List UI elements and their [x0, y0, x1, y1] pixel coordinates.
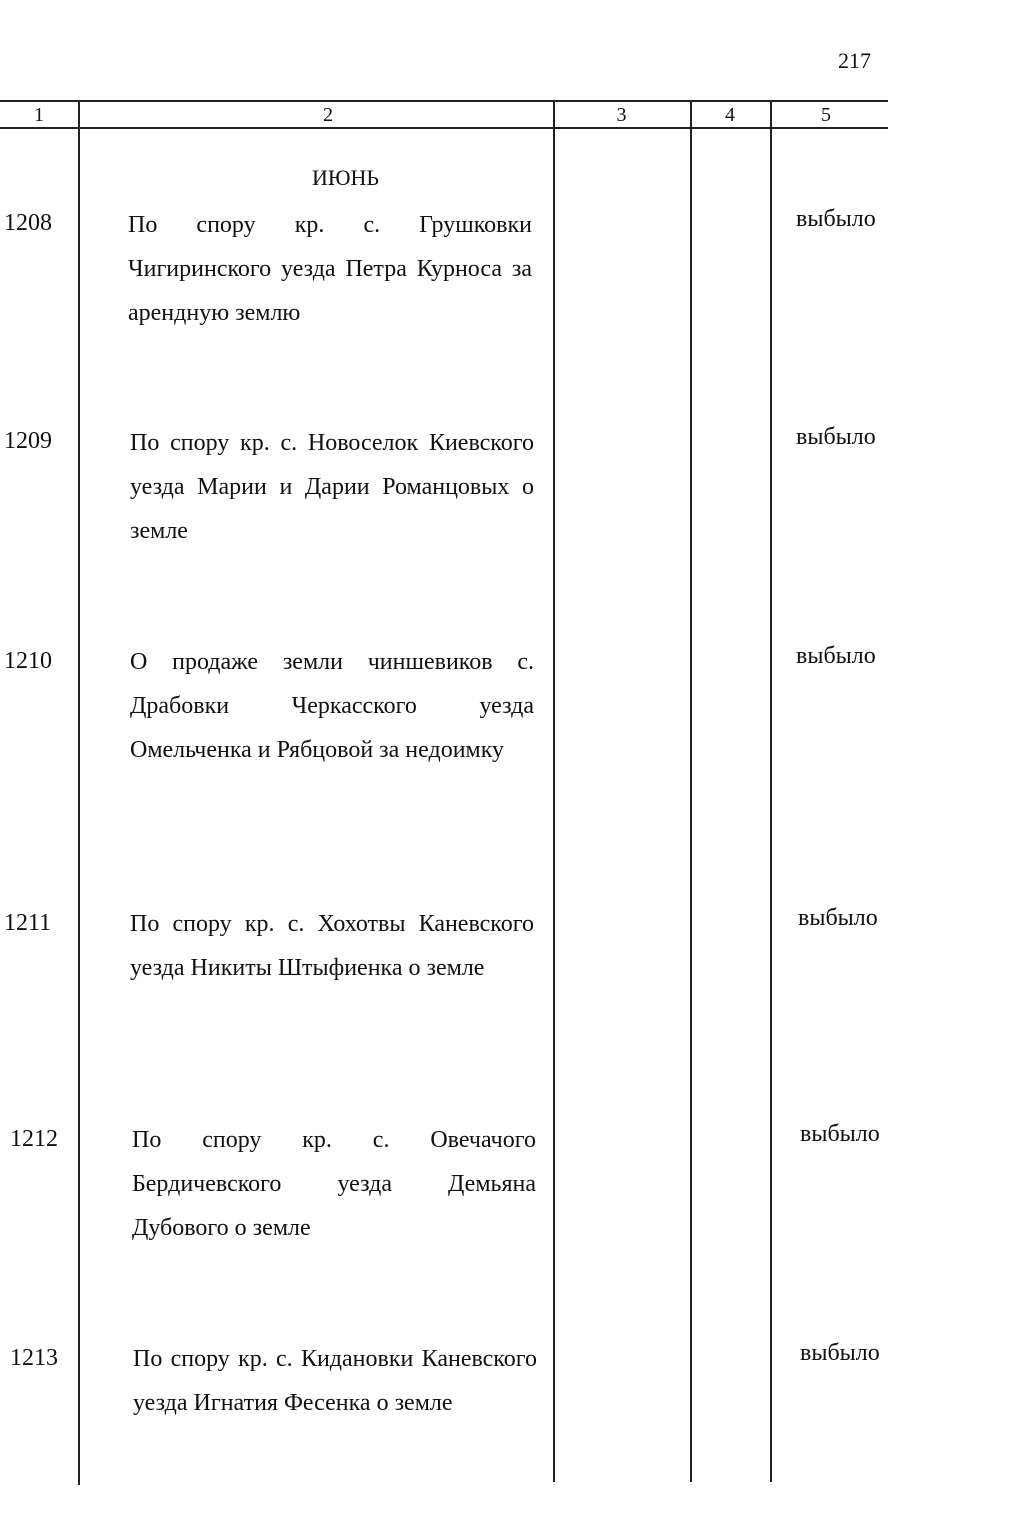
- row-number: 1211: [4, 910, 52, 936]
- row-status: выбыло: [796, 424, 876, 450]
- row-description: По спору кр. с. Хохотвы Каневского уезда Никиты Штыфиенка о земле: [130, 911, 534, 981]
- header-bottom-border: [0, 127, 888, 129]
- column-divider: [78, 100, 80, 1485]
- row-status: выбыло: [796, 206, 876, 232]
- row-status: выбыло: [796, 643, 876, 669]
- column-header: 4: [725, 104, 735, 126]
- column-divider: [690, 100, 692, 1482]
- month-heading: ИЮНЬ: [311, 165, 380, 190]
- column-header: 3: [616, 104, 627, 126]
- row-number: 1209: [4, 428, 52, 454]
- row-description: О продаже земли чиншевиков с. Драбовки Черкасского уезда Омельченка и Рябцовой за недоимку: [130, 649, 534, 763]
- row-number: 1208: [4, 210, 52, 236]
- table-top-border: [0, 100, 888, 102]
- row-number: 1213: [10, 1345, 58, 1371]
- row-description: По спору кр. с. Овечачого Бердичевского уезда Демьяна Дубового о земле: [132, 1127, 536, 1241]
- row-status: выбыло: [800, 1340, 880, 1366]
- row-status: выбыло: [798, 905, 878, 931]
- column-header: 2: [323, 104, 333, 126]
- column-divider: [553, 100, 555, 1482]
- row-description: По спору кр. с. Кидановки Каневского уезда Игнатия Фесенка о земле: [133, 1346, 537, 1416]
- column-divider: [770, 100, 772, 1482]
- column-header: 5: [821, 104, 831, 126]
- row-description: По спору кр. с. Грушковки Чигиринского уезда Петра Курноса за арендную землю: [128, 212, 532, 326]
- row-status: выбыло: [800, 1121, 880, 1147]
- column-header: 1: [34, 104, 44, 126]
- row-number: 1212: [10, 1126, 58, 1152]
- row-description: По спору кр. с. Новоселок Киевского уезда Марии и Дарии Романцовых о земле: [130, 430, 534, 544]
- row-number: 1210: [4, 648, 52, 674]
- page-number: 217: [838, 48, 871, 73]
